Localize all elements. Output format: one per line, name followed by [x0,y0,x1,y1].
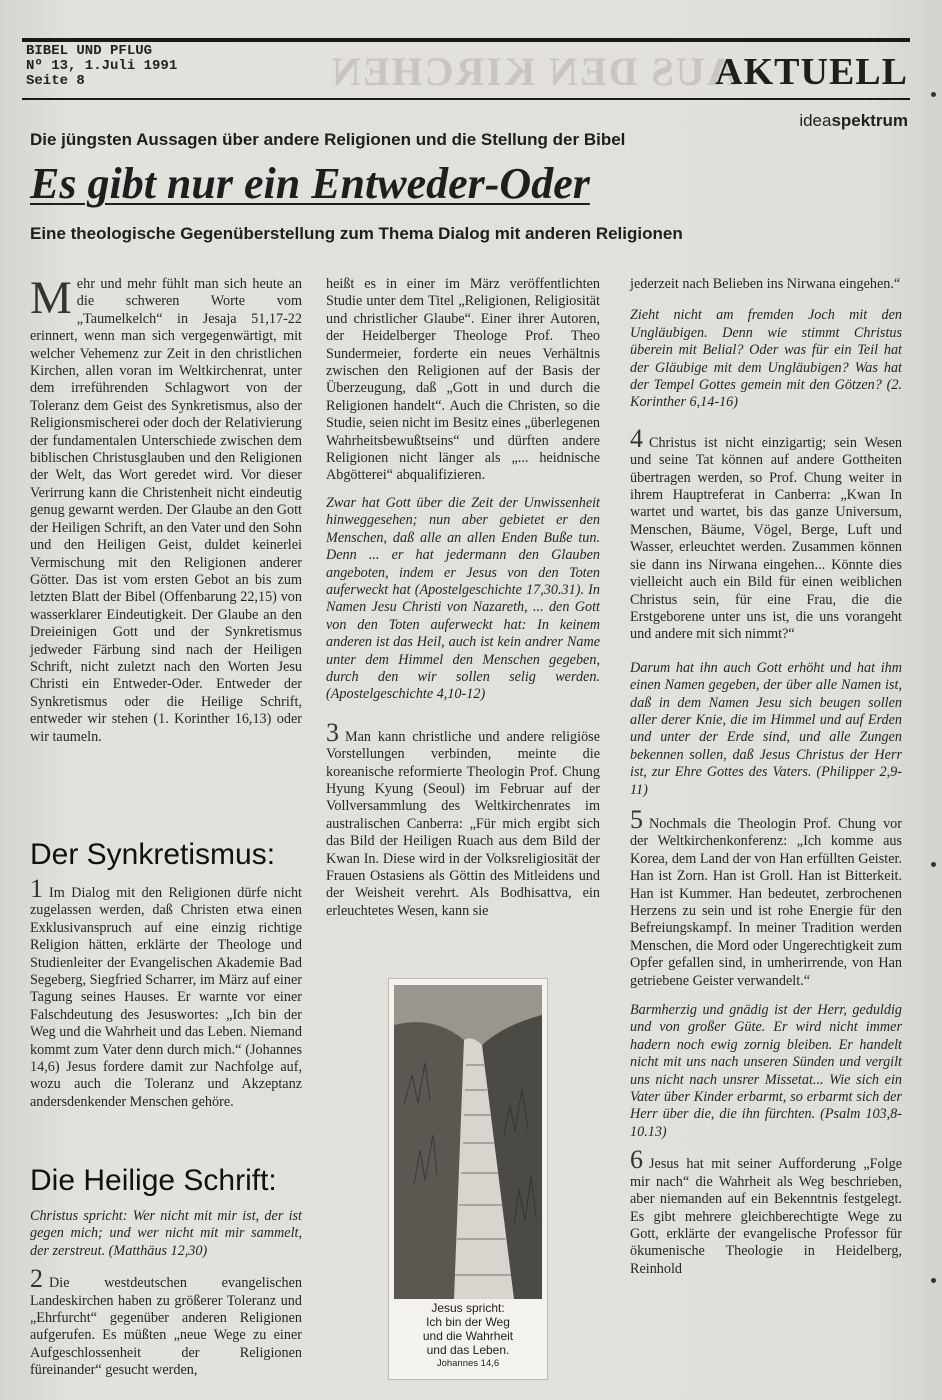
header-rule-top [22,38,910,42]
paragraph-4-text: Christus ist nicht einzigartig; sein Wesen und seine Tat können auf andere Gottheiten übertragen werden, so Prof. Chung weiter in ihrem Hauptreferat in Canberra: „Kwan In wartet und wartet, bis das ganze Universum, Menschen, Bäume, Vögel, Berge, Luft und Wasser, erleuchtet werden. Zusammen können sie dann ins Nirwana eingehen... Könnte dies vielleicht auch ein Bild für einen weiblichen Christus sein, für eine Frau, die die Erstgeborene unter uns ist, die uns vorangeht und andere mit sich nimmt?“ [630,434,902,643]
paragraph-number: 3 [326,717,339,747]
column-1 [30,272,302,746]
paragraph-3-text: Man kann christliche und andere religiöse Vorstellungen verbinden, meinte die koreanische reformierte Theologin Prof. Chung Hyung Kyung (Seoul) im Februar auf der Vollversammlung des Weltkirchenrates im australischen Canberra: „Für mich ergibt sich das Bild der Heiligen Ruach aus dem Bild der Kwan In. Diese wird in der Volksreligiosität der Frauen Ostasiens als Göttin des Mitleidens und der Weisheit verehrt. Als Bodhisattva, ein erleuchtetes Wesen, kann sie [326,728,600,919]
bible-quote: Barmherzig und gnädig ist der Herr, geduldig und von großer Güte. Er wird nicht immer hadern noch ewig zornig bleiben. Er handelt nicht mit uns nach unseren Sünden und vergilt uns nicht nach unsrer Missetat... Wie sich ein Vater über Kinder erbarmt, so erbarmt sich der Herr über die, die ihn fürchten. (Psalm 103,8-10.13) [630,1002,902,1140]
column-3 [630,276,902,1278]
bible-quote: Zwar hat Gott über die Zeit der Unwissenheit hinweggesehen; nun aber gebietet er den Menschen, daß alle an allen Enden Buße tun. Denn ... er hat jedermann den Glauben angeboten, indem er Jesus von den Toten auferweckt hat (Apostelgeschichte 17,30.31). In Namen Jesu Christi von Nazareth, ... den Gott von den Toten auferweckt hat: In keinem anderen ist das Heil, auch ist kein andrer Name unter dem Himmel den Menschen gegeben, durch den wir sollen selig werden. (Apostelgeschichte 4,10-12) [326,494,600,703]
section-title: AKTUELL [715,51,908,93]
path-photo-image [394,985,542,1299]
caption-line: und das Leben. [426,1343,510,1357]
paragraph-6-text: Jesus hat mit seiner Aufforderung „Folge mir nach“ die Wahrheit als Weg beschrieben, aber niemanden auf ein Bekenntnis festgelegt. Es gibt mehrere gleichberechtigte Wege zu Gott, erklärte der evangelische Professor für ökumenische Theologie in Heidelberg, Reinhold [630,1156,902,1277]
paragraph-number: 6 [630,1145,643,1175]
binder-hole [931,862,936,867]
paragraph-number: 5 [630,804,643,834]
paragraph-4 [630,423,902,644]
caption-reference: Johannes 14,6 [436,1358,500,1369]
binder-hole [931,92,936,97]
masthead [26,44,177,89]
caption-line: Jesus spricht: [431,1301,505,1315]
issue-date: Nº 13, 1.Juli 1991 [26,58,178,74]
article-headline: Es gibt nur ein Entweder-Oder [30,159,590,208]
paragraph-5 [630,804,902,990]
paragraph-number: 4 [630,423,643,453]
paragraph-number: 2 [30,1264,43,1294]
paragraph-2-continued: heißt es in einer im März veröffentlichten Studie unter dem Titel „Religionen, Religiosität und christlicher Glaube“. Einer ihrer Autoren, der Heidelberger Theologe Prof. Theo Sundermeier, forderte ein neues Verhältnis zwischen den Religionen auf der Basis der Überzeugung, daß „Gott in und durch die Religionen handelt“. Auch die Christen, so die Studie, seien nicht im Besitz eines „überlegenen Wahrheitsbewußtseins“ und dürften andere Religionen nicht länger als „... heidnische Abgötterei“ abqualifizieren. [326,276,600,484]
paragraph-number: 1 [30,874,43,903]
paragraph-2 [30,1264,302,1379]
caption-line: und die Wahrheit [422,1329,514,1343]
publication-name: BIBEL UND PFLUG [26,43,153,59]
paragraph-6 [630,1145,902,1278]
photo-path-dunes [388,978,548,1380]
caption-line: Ich bin der Weg [426,1315,510,1329]
paragraph-2-text: Die westdeutschen evangelischen Landeskirchen haben zu größerer Toleranz und „Ehrfurcht“ gegenüber anderen Religionen aufgerufen. Es müßten „neue Wege zu einer Aufgeschlossenheit der Religionen füreinander“ gesucht werden, [30,1275,302,1379]
column-1-part-3 [30,1208,302,1380]
header-rule-bottom [22,98,910,100]
paragraph-1 [30,874,302,1111]
bible-quote: Darum hat ihn auch Gott erhöht und hat ihm einen Namen gegeben, der über alle Namen ist, daß in dem Namen Jesu sich beugen sollen aller derer Knie, die im Himmel und auf Erden und unter der Erde sind, und alle Zungen bekennen sollen, daß Jesus Christus der Herr ist, zur Ehre Gottes des Vaters. (Philipper 2,9-11) [630,659,902,798]
column-1-part-2 [30,874,302,1111]
article-kicker: Die jüngsten Aussagen über andere Religionen und die Stellung der Bibel [30,130,626,149]
intro-text: ehr und mehr fühlt man sich heute an die schweren Worte vom „Taumelkelch“ in Jesaja 51,17-22 erinnert, wenn man sich vergegenwärtigt, mit welcher Vehemenz zur Zeit in den christlichen Kirchen, allen voran im Weltkirchenrat, unter dem irreführenden Schlagwort von der Toleranz dem Geist des Synkretismus, also der Religionsmischerei oder doch der Relativierung der fundamentalen Unterschiede zwischen dem biblischen Christusglauben und den Religionen der Welt, das Wort geredet wird. Vor dieser Verirrung kann die Christenheit nicht eindeutig genug gewarnt werden. Der Glaube an den Gott der Heiligen Schrift, an den Vater und den Sohn und den Heiligen Geist, duldet keinerlei Vermischung mit den Religionen anderer Götter. Das ist vom ersten Gebot an bis zum letzten Blatt der Bibel (Offenbarung 22,15) von wasserklarer Eindeutigkeit. Der Glaube an den Dreieinigen Gott und der Synkretismus jedweder Färbung sind nach der Heiligen Schrift, nicht zuletzt nach den Worten Jesu Christi ein Entweder-Oder. Entweder der Synkretismus oder die Heilige Schrift, entweder wir stehen (1. Korinther 16,13) oder wir taumeln. [30,276,302,745]
binder-hole [931,1278,936,1283]
paragraph-1-text: Im Dialog mit den Religionen dürfe nicht zugelassen werden, daß Christen etwa einen Exklusivanspruch auf eine einzig richtige Religion hätten, erklärte der Theologe und Studienleiter der Evangelischen Akademie Bad Segeberg, Siegfried Scharrer, im März auf einer Tagung seines Hauses. Er warnte vor einer Falschdeutung des Jesuswortes: „Ich bin der Weg und die Wahrheit und das Leben. Niemand kommt zum Vater denn durch mich.“ (Johannes 14,6) Jesus fordere damit zur Nachfolge auf, wozu auch die Toleranz und Akzeptanz andersdenkender Menschen gehöre. [30,885,302,1110]
page-number: Seite 8 [26,73,85,89]
drop-cap: M [30,272,72,324]
article-deck: Eine theologische Gegenüberstellung zum Thema Dialog mit anderen Religionen [30,224,683,243]
brand-light: idea [799,111,832,130]
intro-paragraph [30,272,302,746]
subheading-synkretismus: Der Synkretismus: [30,838,276,871]
paragraph-3-continued: jederzeit nach Belieben ins Nirwana eingehen.“ [630,276,901,292]
brand-bold: spektrum [831,111,908,130]
paragraph-5-text: Nochmals die Theologin Prof. Chung vor der Weltkirchenkonferenz: „Ich komme aus Korea, dem Land der von Han erfüllten Geister. Han ist Zorn. Han ist Groll. Han ist Bitterkeit. Han ist Kummer. Han bedeutet, zerbrochenen Herzens zu sein und ist rohe Energie für den Befreiungskampf. In meiner Tradition werden Menschen, die Mord oder Ungerechtigkeit zum Opfer gefallen sind, in umherirrende, von Han getriebene Geister verwandelt.“ [630,815,902,989]
source-brand [799,111,908,131]
column-2 [326,276,600,920]
subheading-heilige-schrift: Die Heilige Schrift: [30,1164,277,1197]
show-through-text: AUS DEN KIRCHEN [330,49,736,94]
bible-quote: Christus spricht: Wer nicht mit mir ist, der ist gegen mich; und wer nicht mit mir sammelt, der zerstreut. (Matthäus 12,30) [30,1208,302,1259]
bible-quote: Zieht nicht am fremden Joch mit den Ungläubigen. Denn wie stimmt Christus überein mit Belial? Oder was für ein Teil hat der Gläubige mit dem Ungläubigen? Was hat der Tempel Gottes gemein mit den Götzen? (2. Korinther 6,14-16) [630,307,902,411]
paragraph-3 [326,717,600,920]
photo-caption [389,1301,547,1371]
